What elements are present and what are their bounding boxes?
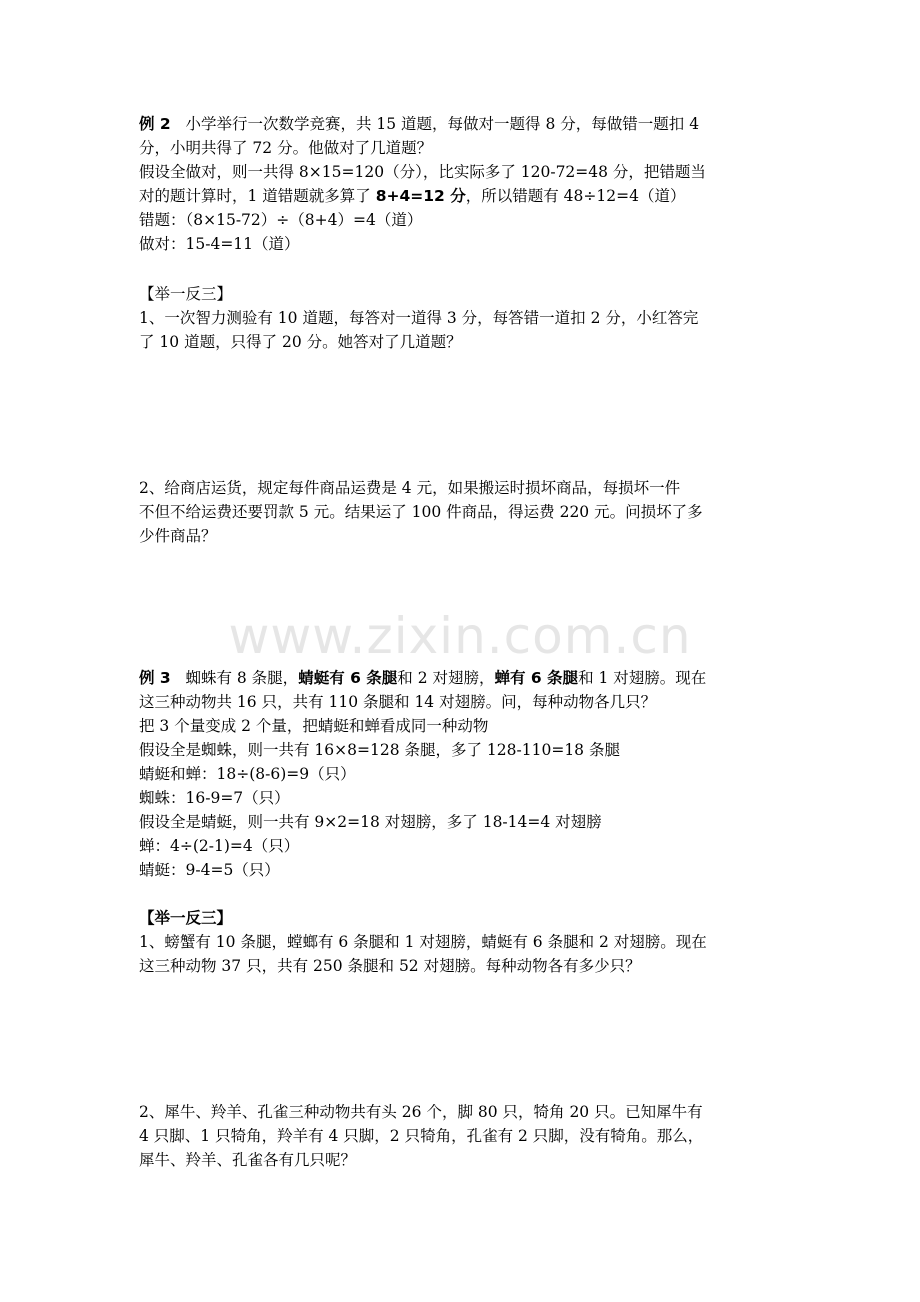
example3-line-3: 把 3 个量变成 2 个量，把蜻蜓和蝉看成同一种动物	[139, 717, 489, 735]
example2-line-1	[139, 114, 699, 134]
example2-label: 例 2	[139, 115, 171, 133]
practice2-q2-line-1: 2、犀牛、羚羊、孔雀三种动物共有头 26 个，脚 80 只，犄角 20 只。已知犀牛有	[139, 1103, 703, 1121]
example3-text-1e: 和 1 对翅膀。现在	[578, 669, 707, 687]
practice1-q2-line-1: 2、给商店运货，规定每件商品运费是 4 元，如果搬运时损坏商品，每损坏一件	[139, 479, 681, 497]
example2-text-4c: ，所以错题有 48÷12=4（道）	[465, 187, 686, 205]
practice1-q2-line-3: 少件商品？	[139, 527, 217, 545]
example3-line-9: 蜻蜓：9-4=5（只）	[139, 861, 280, 879]
practice1-q1-line-2: 了 10 道题，只得了 20 分。她答对了几道题？	[139, 333, 462, 351]
practice1-q2-line-2: 不但不给运费还要罚款 5 元。结果运了 100 件商品，得运费 220 元。问损坏了多	[139, 503, 703, 521]
practice2-q1-line-2: 这三种动物 37 只，共有 250 条腿和 52 对翅膀。每种动物各有多少只？	[139, 957, 641, 975]
example3-bold-1d: 蝉有 6 条腿	[494, 669, 579, 687]
example3-line-5: 蜻蜓和蝉：18÷(8-6)=9（只）	[139, 765, 356, 783]
practice2-q2-line-3: 犀牛、羚羊、孔雀各有几只呢？	[139, 1151, 357, 1169]
example2-text-4a: 对的题计算时，1 道错题就多算了	[139, 187, 376, 205]
watermark: www.zixin.com.cn	[228, 607, 692, 665]
practice1-q1-line-1: 1、一次智力测验有 10 道题，每答对一道得 3 分，每答错一道扣 2 分，小红答完	[139, 309, 699, 327]
example3-line-6: 蜘蛛：16-9=7（只）	[139, 789, 290, 807]
example3-label: 例 3	[139, 669, 171, 687]
example2-line-3: 假设全做对，则一共得 8×15=120（分），比实际多了 120-72=48 分，把错题当	[139, 163, 706, 181]
example2-line-6: 做对：15-4=11（道）	[139, 235, 300, 253]
example3-text-1a: 蜘蛛有 8 条腿，	[185, 669, 299, 687]
example2-line-2: 分，小明共得了 72 分。他做对了几道题？	[139, 139, 433, 157]
example3-bold-1b: 蜻蜓有 6 条腿	[298, 669, 398, 687]
example2-text-1: 小学举行一次数学竞赛，共 15 道题，每做对一题得 8 分，每做错一题扣 4	[185, 115, 700, 133]
practice1-heading: 【举一反三】	[139, 285, 233, 303]
example3-line-4: 假设全是蜘蛛，则一共有 16×8=128 条腿，多了 128-110=18 条腿	[139, 741, 620, 759]
example2-line-5: 错题：（8×15-72）÷（8+4）=4（道）	[139, 211, 423, 229]
practice2-heading: 【举一反三】	[139, 909, 233, 927]
practice2-q1-line-1: 1、螃蟹有 10 条腿，螳螂有 6 条腿和 1 对翅膀，蜻蜓有 6 条腿和 2 对翅膀。现在	[139, 933, 707, 951]
example2-bold-4b: 8+4=12 分	[375, 187, 466, 205]
example2-line-4	[139, 186, 685, 206]
example3-line-8: 蝉：4÷(2-1)=4（只）	[139, 837, 300, 855]
example3-text-1c: 和 2 对翅膀，	[397, 669, 495, 687]
practice2-q2-line-2: 4 只脚、1 只犄角，羚羊有 4 只脚，2 只犄角，孔雀有 2 只脚，没有犄角。那么，	[139, 1127, 704, 1145]
example3-line-2: 这三种动物共 16 只，共有 110 条腿和 14 对翅膀。问，每种动物各几只？	[139, 693, 657, 711]
example3-line-1	[139, 668, 706, 688]
example3-line-7: 假设全是蜻蜓，则一共有 9×2=18 对翅膀，多了 18-14=4 对翅膀	[139, 813, 602, 831]
